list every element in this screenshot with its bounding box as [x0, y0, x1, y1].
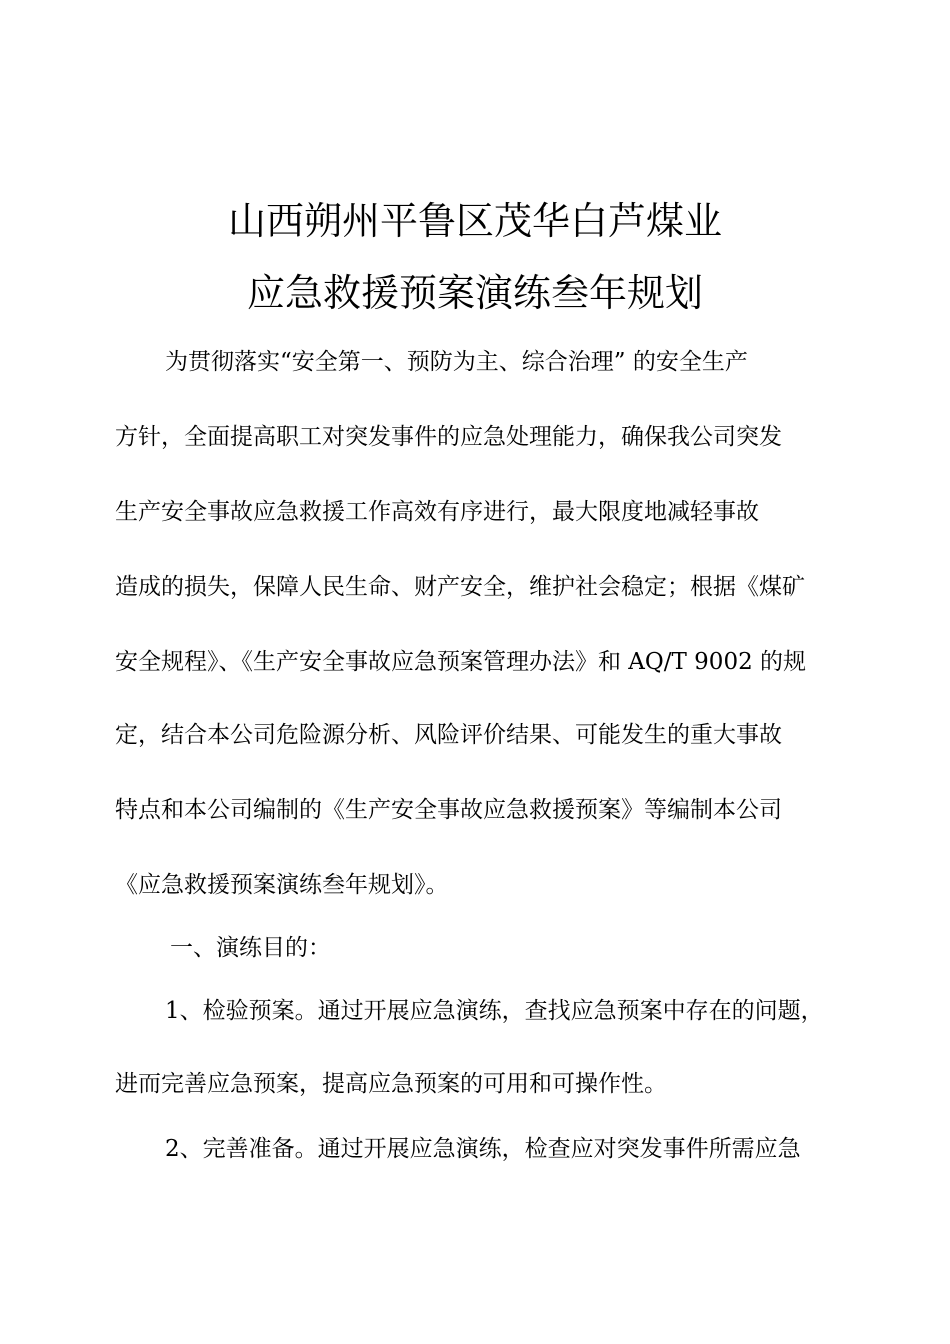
paragraph-line-4: 造成的损失，保障人民生命、财产安全，维护社会稳定；根据《煤矿 [115, 574, 805, 600]
paragraph-line-5: 安全规程》、《生产安全事故应急预案管理办法》和 AQ/T 9002 的规 [115, 649, 807, 675]
list-item-2-line-1: 2、完善准备。通过开展应急演练，检查应对突发事件所需应急 [165, 1136, 801, 1162]
list-item-1-line-2: 进而完善应急预案，提高应急预案的可用和可操作性。 [115, 1071, 667, 1097]
list-item-1-line-1: 1、检验预案。通过开展应急演练，查找应急预案中存在的问题， [165, 998, 824, 1024]
section-heading: 一、演练目的： [170, 935, 331, 961]
paragraph-line-8: 《应急救援预案演练叁年规划》。 [115, 872, 449, 898]
paragraph-line-2: 方针，全面提高职工对突发事件的应急处理能力，确保我公司突发 [115, 424, 782, 450]
paragraph-line-7: 特点和本公司编制的《生产安全事故应急救援预案》等编制本公司 [115, 797, 782, 823]
document-title-line-1: 山西朔州平鲁区茂华白芦煤业 [227, 199, 722, 243]
document-title-line-2: 应急救援预案演练叁年规划 [246, 271, 703, 315]
paragraph-line-3: 生产安全事故应急救援工作高效有序进行，最大限度地减轻事故 [115, 499, 759, 525]
paragraph-line-1: 为贯彻落实“安全第一、预防为主、综合治理” 的安全生产 [165, 349, 748, 375]
paragraph-line-6: 定，结合本公司危险源分析、风险评价结果、可能发生的重大事故 [115, 722, 782, 748]
